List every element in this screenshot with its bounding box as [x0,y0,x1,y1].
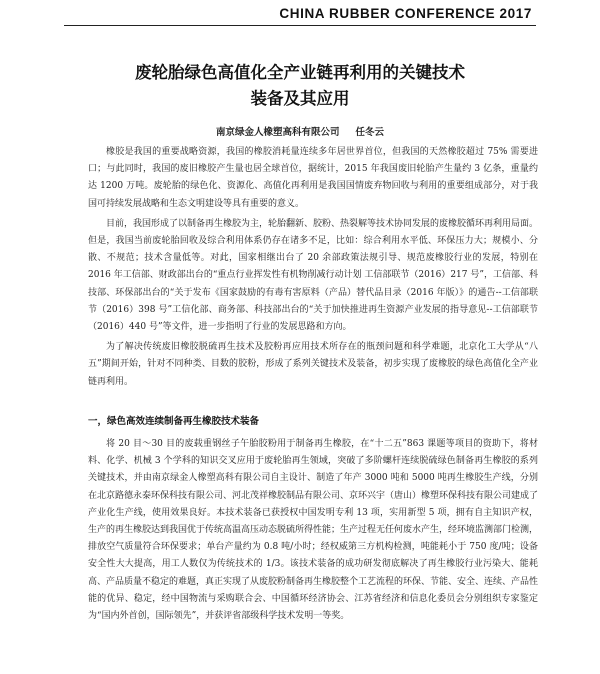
organization: 南京绿金人橡塑高科有限公司 [215,127,340,138]
paragraph-2: 目前，我国形成了以制备再生橡胶为主，轮胎翻新、胶粉、热裂解等技术协同发展的废橡胶循环再利用局面。但是，我国当前废轮胎回收及综合利用体系仍存在诸多不足，比如：综合利用水平低、环保压力大；规模小、分散、不规范；技术含量低等。对此，国家相继出台了 20 余部政策法规引导、规范废橡胶行业的发展，特别在 2016 年工信部、财政部出台的“重点行业挥发性有机物削减行动计划 工信部联节（2016）217 号”，工信部、科技部、环保部出台的“关于发布《国家鼓励的有毒有害原料（产品）替代品目录（2016 年版）》的通告--工信部联节（2016）398 号”工信化部、商务部、科技部出台的“关于加快推进再生资源产业发展的指导意见--工信部联节（2016）440 号”等文件，进一步指明了行业的发展思路和方向。 [88,218,539,333]
title-line-2: 装备及其应用 [250,89,350,108]
paper-title [60,60,540,112]
conference-header: CHINA RUBBER CONFERENCE 2017 [279,6,532,21]
title-line-1: 废轮胎绿色高值化全产业链再利用的关键技术 [135,63,465,82]
paragraph-1: 橡胶是我国的重要战略资源，我国的橡胶消耗量连续多年居世界首位，但我国的天然橡胶超过 75% 需要进口；与此同时，我国的废旧橡胶产生量也居全球首位，据统计，2015 年我国废旧轮胎产生量约 3 亿条，重量约达 1200 万吨。废轮胎的绿色化、资源化、高值化再利用是我国国情废弃物回收与利用的重要组成部分，对于我国可持续发展战略和生态文明建设等具有重要的意义。 [88,147,538,209]
author-name: 任冬云 [355,127,385,138]
section-1-paragraph: 将 20 目～30 目的废载重钢丝子午胎胶粉用于制备再生橡胶，在“十二五”863 课题等项目的资助下，将材料、化学、机械 3 个学科的知识交叉应用于废轮胎再生领域，突破了多阶螺杆连续脱硫绿色制备再生橡胶的系列关键技术，并由南京绿金人橡塑高科有限公司自主设计、制造了年产 3000 吨和 5000 吨再生橡胶生产线，分别在北京路德永泰环保科技有限公司、河北茂祥橡胶制品有限公司、京环兴宇（唐山）橡塑环保科技有限公司建成了产业化生产线，使用效果良好。本技术装备已获授权中国发明专利 13 项，实用新型 5 项，拥有自主知识产权，生产的再生橡胶达到我国优于传统高温高压动态脱硫所得性能；生产过程无任何废水产生，经环境监测部门检测，排放空气质量符合环保要求；单台产量约为 0.8 吨/小时；经权威第三方机构检测，吨能耗小于 750 度/吨；设备安全性大大提高，用工人数仅为传统技术的 1/3。该技术装备的成功研发彻底解决了再生橡胶行业污染大、能耗高、产品质量不稳定的难题，真正实现了从废胶粉制备再生橡胶整个工艺流程的环保、节能、安全、连续、产品性能的优异、稳定，经中国物流与采购联合会、中国循环经济协会、江苏省经济和信息化委员会分别组织专家鉴定为“国内外首创，国际领先”，并获评省部级科学技术发明一等奖。 [88,439,539,622]
byline [0,124,600,138]
paper-body [88,144,538,628]
section-heading-1: 一，绿色高效连续制备再生橡胶技术装备 [88,415,260,427]
paragraph-3: 为了解决传统废旧橡胶脱硫再生技术及胶粉再应用技术所存在的瓶颈问题和科学难题，北京化工大学从“八五”期间开始，针对不同种类、目数的胶粉，形成了系列关键技术及装备，初步实现了废橡胶的绿色高值化全产业链再利用。 [88,342,538,387]
header-rule [64,25,536,26]
